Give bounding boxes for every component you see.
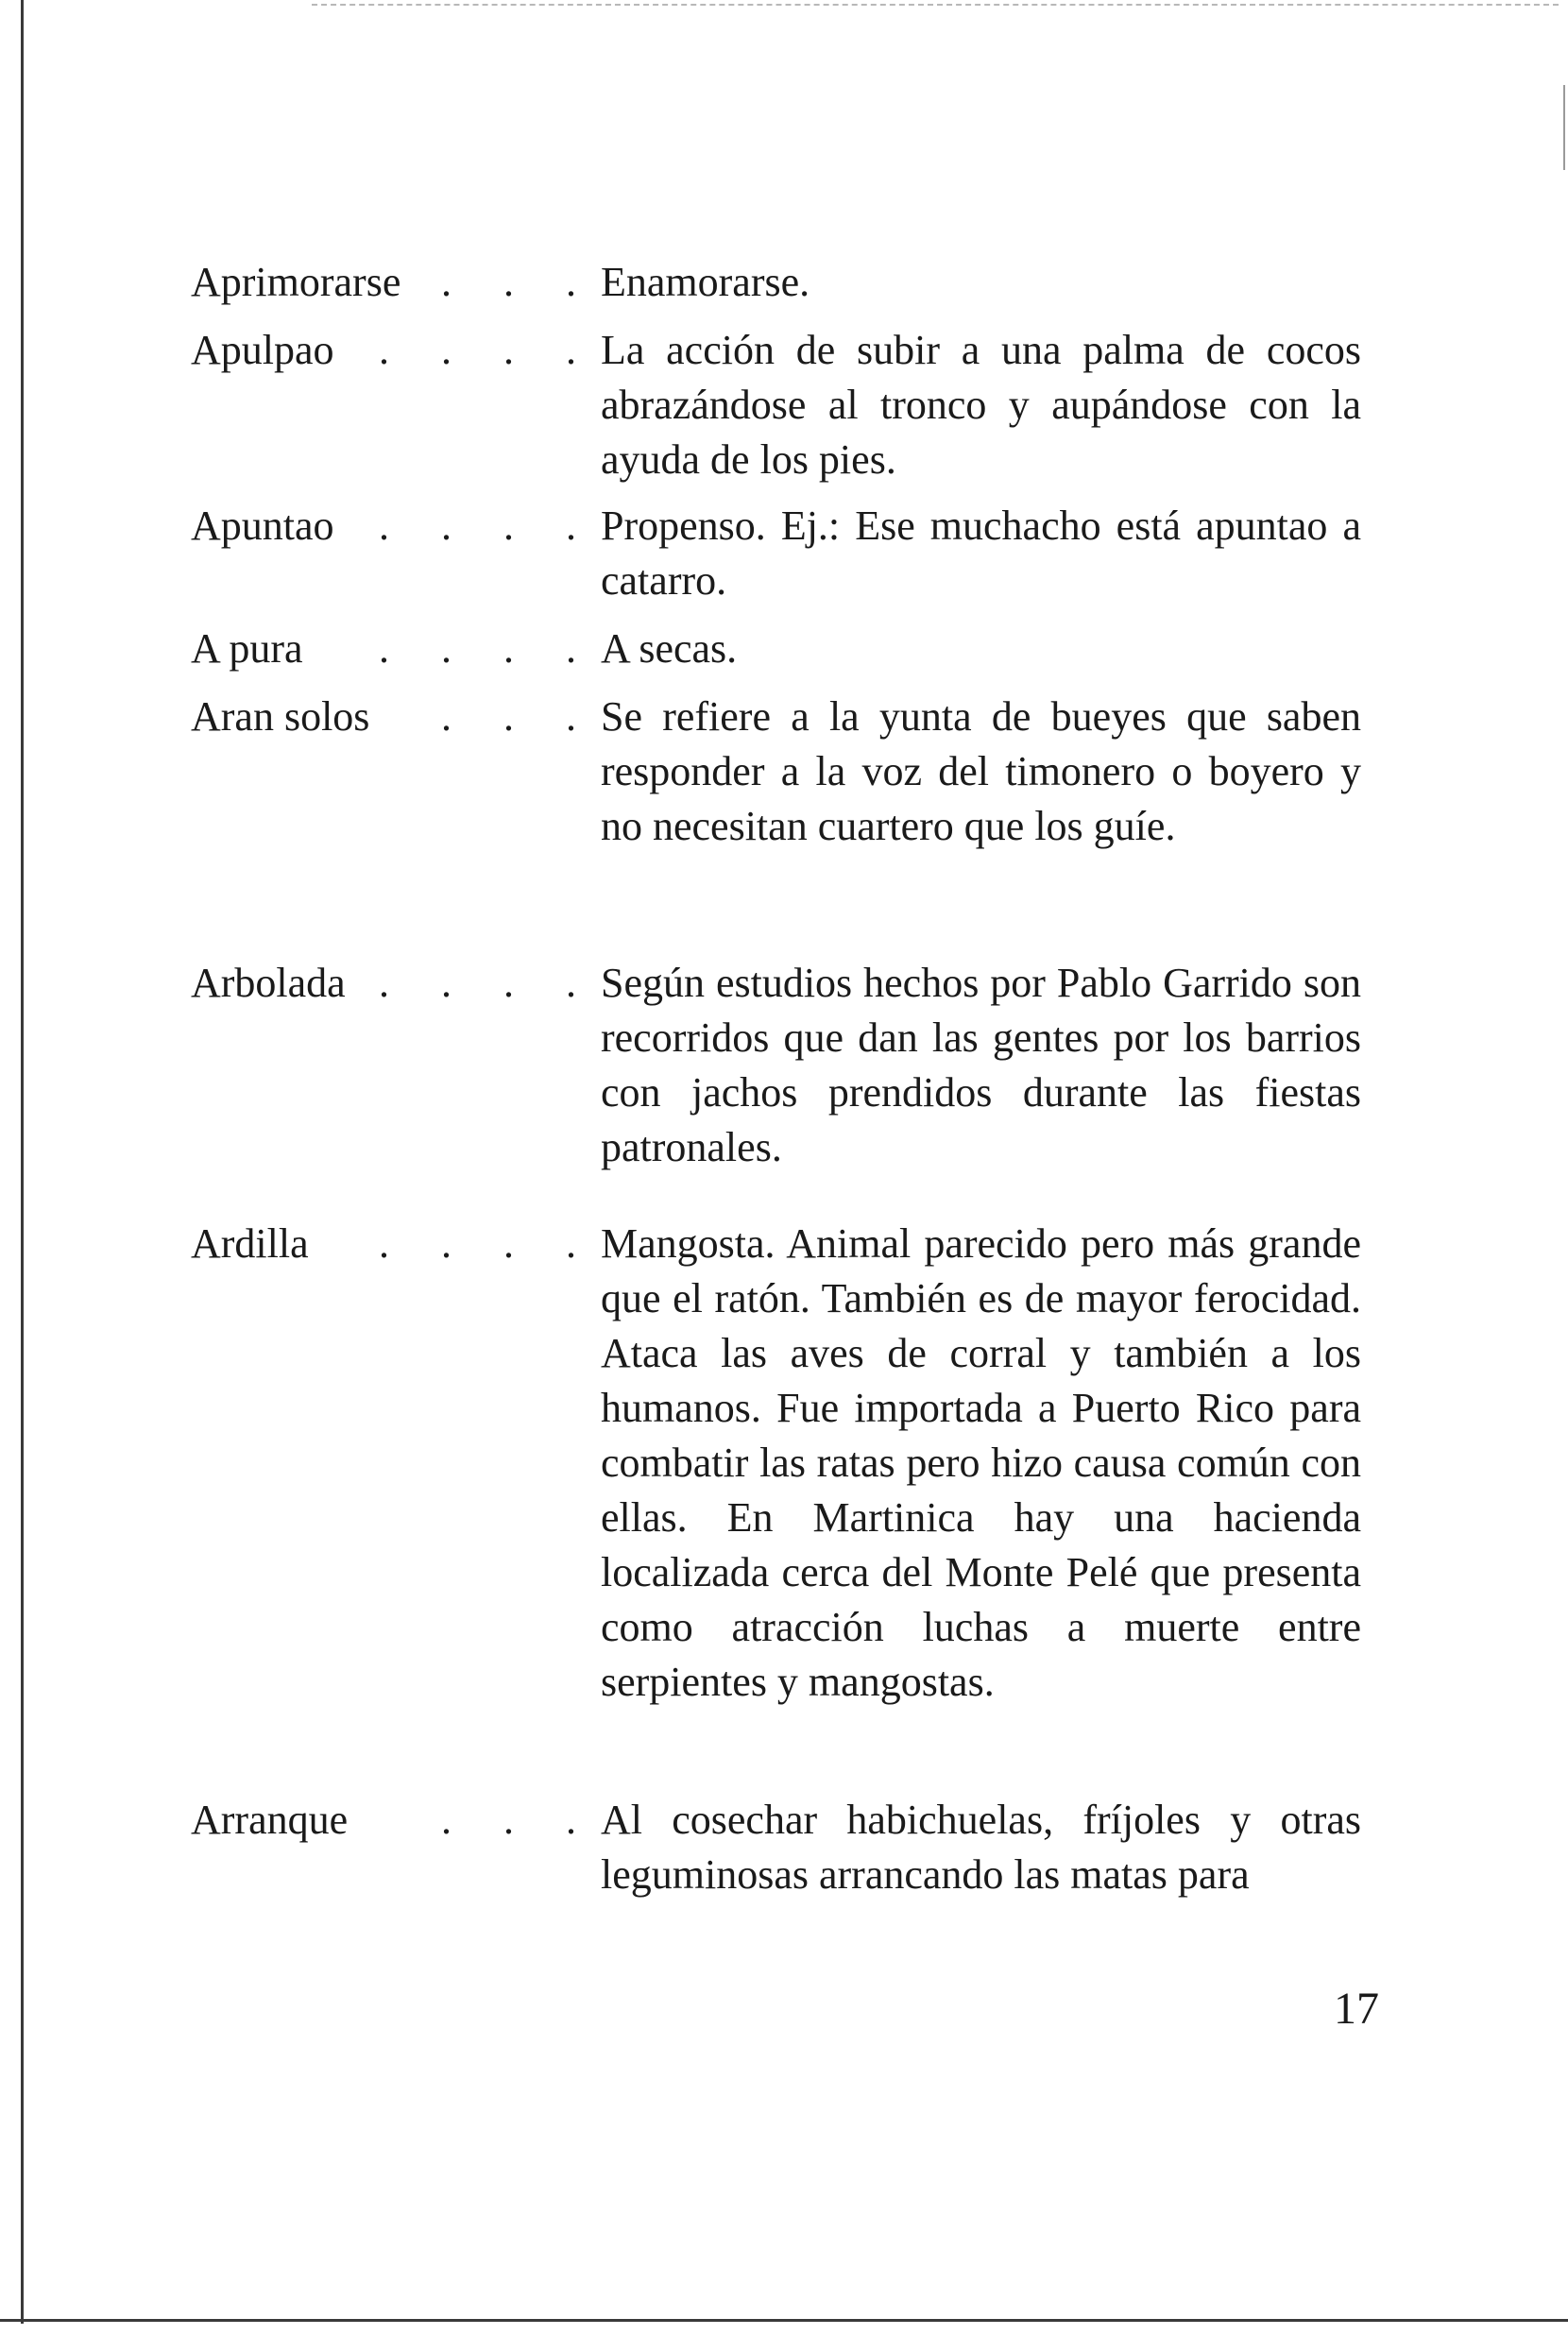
dot-leader: . . . <box>441 693 597 740</box>
entry-term: . . . . A pura <box>191 622 597 676</box>
dot-leader: . . . <box>441 1797 597 1843</box>
entry-definition: Se refiere a la yunta de bueyes que saben responder a la voz del timonero o boyero y no necesitan cuartero que los guíe. <box>601 693 1361 849</box>
dot-leader: . . . . <box>379 625 597 672</box>
entry-term: . . . . Ardilla <box>191 1217 597 1271</box>
dot-leader: . . . . <box>379 327 597 373</box>
entry-term: . . . . Apulpao <box>191 323 597 378</box>
page-number: 17 <box>1334 1984 1379 2034</box>
scan-bottom-edge <box>0 2319 1568 2322</box>
entry-term: . . . Aprimorarse <box>191 255 597 310</box>
entry-term: . . . Aran solos <box>191 690 597 744</box>
entry-term: . . . . Arbolada <box>191 956 597 1011</box>
entry-definition: Según estudios hechos por Pablo Garrido son recorridos que dan las gentes por los barrios con jachos prendidos durante las fiestas patronales. <box>601 960 1361 1170</box>
entry-term: . . . . Apuntao <box>191 499 597 554</box>
dot-leader: . . . . <box>379 960 597 1006</box>
scan-left-edge <box>21 0 24 2324</box>
entry-definition: A secas. <box>601 625 738 672</box>
dot-leader: . . . . <box>379 1220 597 1267</box>
scan-top-edge <box>312 4 1559 8</box>
entry-definition: Mangosta. Animal parecido pero más grande que el ratón. También es de mayor ferocidad. Ataca las aves de corral y también a los humanos. Fue importada a Puerto Rico para combatir las ratas pero hizo causa común con ellas. En Martinica hay una hacienda localizada cerca del Monte Pelé que presenta como atracción luchas a muerte entre serpientes y mangostas. <box>601 1220 1361 1705</box>
dot-leader: . . . <box>441 259 597 305</box>
scan-right-mark <box>1563 85 1565 170</box>
dot-leader: . . . . <box>379 503 597 549</box>
entry-definition: La acción de subir a una palma de cocos abrazándose al tronco y aupándose con la ayuda de los pies. <box>601 327 1361 483</box>
entry-definition: Al cosechar habichuelas, fríjoles y otras leguminosas arrancando las matas para <box>601 1797 1361 1898</box>
entry-definition: Enamorarse. <box>601 259 810 305</box>
entry-definition: Propenso. Ej.: Ese muchacho está apuntao a catarro. <box>601 503 1361 604</box>
entry-term: . . . Arranque <box>191 1793 597 1848</box>
